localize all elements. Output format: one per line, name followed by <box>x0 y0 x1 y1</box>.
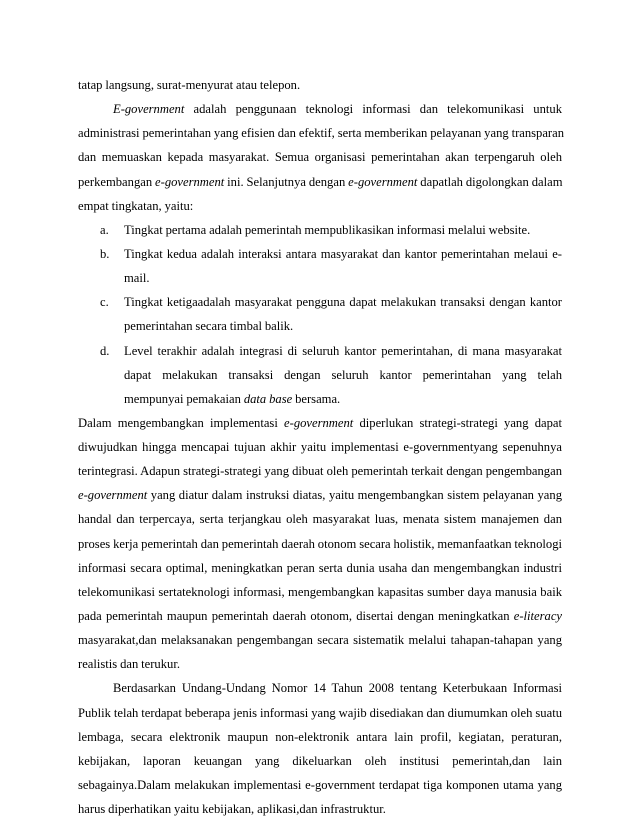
text-line: dan memuaskan kepada masyarakat. Semua organisasi pemerintahan akan terpengaruh oleh <box>78 150 562 165</box>
text-line <box>78 607 562 625</box>
list-item-continuation <box>124 390 562 408</box>
text-line: empat tingkatan, yaitu: <box>78 198 194 213</box>
list-item-continuation: pemerintahan secara timbal balik. <box>124 319 294 334</box>
text-line: diwujudkan hingga mencapai tujuan akhir yaitu implementasi e-governmentyang sepenuhnya <box>78 440 562 454</box>
text-span: adalah penggunaan teknologi informasi dan telekomunikasi untuk <box>184 102 562 117</box>
text-span: yang diatur dalam instruksi diatas, yaitu mengembangkan sistem pelayanan yang <box>147 488 562 503</box>
text-line: telekomunikasi sertateknologi informasi, mengembangkan kapasitas sumber daya manusia baik <box>78 584 562 599</box>
text-line: handal dan terpercaya, serta terjangkau oleh masyarakat luas, menata sistem manajemen dan <box>78 512 562 527</box>
list-marker: b. <box>100 246 110 261</box>
text-span: Dalam mengembangkan implementasi <box>78 415 285 430</box>
text-line: kebijakan, laporan keuangan yang dikeluarkan oleh institusi pemerintah,dan lain <box>78 753 562 768</box>
list-item: Tingkat kedua adalah interaksi antara masyarakat dan kantor pemerintahan melaui e- <box>124 246 562 261</box>
paragraph-first-line <box>113 100 562 118</box>
paragraph-first-line: Berdasarkan Undang-Undang Nomor 14 Tahun 2008 tentang Keterbukaan Informasi <box>113 681 562 696</box>
list-item: Tingkat pertama adalah pemerintah mempublikasikan informasi melalui website. <box>124 222 531 237</box>
list-marker: a. <box>100 222 109 237</box>
italic-term: e-literacy <box>513 608 562 623</box>
text-line <box>78 414 562 432</box>
text-line: harus diperhatikan yaitu kebijakan, aplikasi,dan infrastruktur. <box>78 802 386 816</box>
list-item-continuation: mail. <box>124 271 150 286</box>
text-span: mempunyai pemakaian <box>124 391 244 406</box>
text-line: informasi secara optimal, meningkatkan peran serta dunia usaha dan mengembangkan industri <box>78 560 562 575</box>
text-line: realistis dan terukur. <box>78 657 180 672</box>
italic-term: E-government <box>113 102 185 117</box>
list-marker: d. <box>100 343 110 358</box>
text-span: dapatlah digolongkan dalam <box>417 174 563 189</box>
list-item: Tingkat ketigaadalah masyarakat pengguna dapat melakukan transaksi dengan kantor <box>124 295 562 310</box>
text-span: pada pemerintah maupun pemerintah daerah otonom, disertai dengan meningkatkan <box>78 608 514 623</box>
list-item-continuation: dapat melakukan transaksi dengan seluruh kantor pemerintahan yang telah <box>124 367 562 382</box>
italic-term: e-government <box>78 488 148 503</box>
text-span: bersama. <box>292 391 341 406</box>
italic-term: data base <box>243 391 293 406</box>
text-line: Publik telah terdapat beberapa jenis informasi yang wajib disediakan dan diumumkan oleh suatu <box>78 705 562 720</box>
italic-term: e-government <box>155 174 225 189</box>
text-line: sebagainya.Dalam melakukan implementasi e-government terdapat tiga komponen utama yang <box>78 777 562 792</box>
italic-term: e-government <box>284 415 354 430</box>
text-line <box>78 486 562 504</box>
text-span: perkembangan <box>78 174 156 189</box>
text-line <box>78 173 562 191</box>
text-line: lembaga, secara elektronik maupun non-elektronik antara lain profil, kegiatan, peraturan, <box>78 729 562 744</box>
italic-term: e-government <box>348 174 418 189</box>
text-line: proses kerja pemerintah dan pemerintah daerah otonom secara holistik, memanfaatkan teknologi <box>78 536 562 551</box>
text-span: ini. Selanjutnya dengan <box>224 174 349 189</box>
list-item: Level terakhir adalah integrasi di seluruh kantor pemerintahan, di mana masyarakat <box>124 343 562 358</box>
text-line: masyarakat,dan melaksanakan pengembangan secara sistematik melalui tahapan-tahapan yang <box>78 633 562 648</box>
list-marker: c. <box>100 295 109 310</box>
text-line: administrasi pemerintahan yang efisien dan efektif, serta memberikan pelayanan yang transparan <box>78 126 565 141</box>
text-span: diperlukan strategi-strategi yang dapat <box>353 415 562 430</box>
text-line: terintegrasi. Adapun strategi-strategi yang dibuat oleh pemerintah terkait dengan pengembangan <box>78 464 562 479</box>
text-line: tatap langsung, surat-menyurat atau telepon. <box>78 78 301 92</box>
